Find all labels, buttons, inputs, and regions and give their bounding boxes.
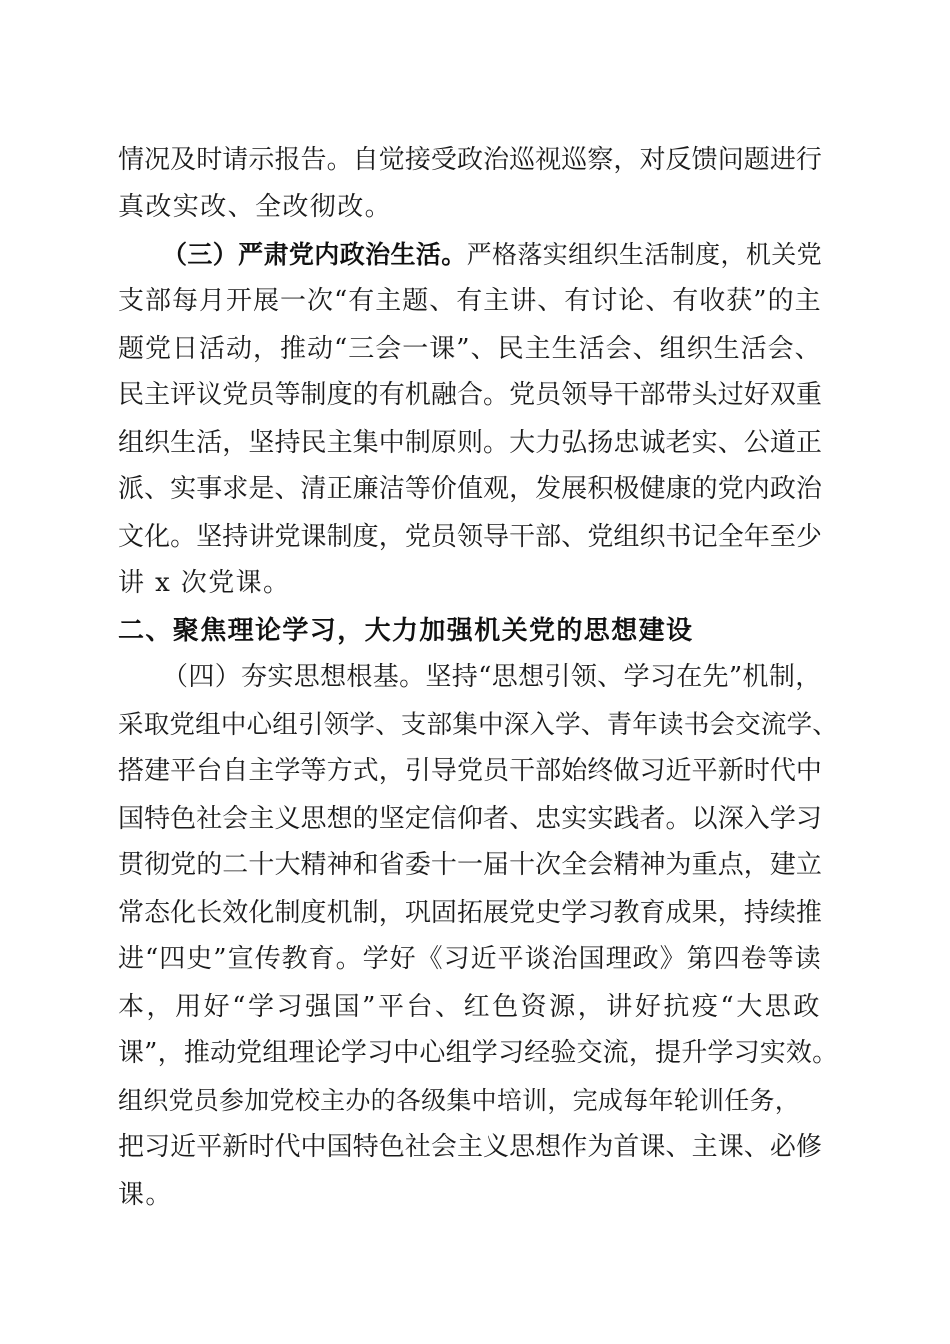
section-2-heading: [118, 616, 693, 646]
line-text: 常态化长效化制度机制，巩固拓展党史学习教育成果，持续推: [118, 898, 823, 928]
line-text: 真改实改、全改彻改。: [118, 192, 393, 222]
subsection-4-first-line: [162, 662, 822, 692]
line-text: 把习近平新时代中国特色社会主义思想作为首课、主课、必修: [118, 1132, 823, 1162]
body-text-line: [118, 380, 822, 410]
line-text: 支部每月开展一次“有主题、有主讲、有讨论、有收获”的主: [118, 286, 822, 316]
line-text: 采取党组中心组引领学、支部集中深入学、青年读书会交流学、: [118, 710, 839, 740]
line-text: 严格落实组织生活制度，机关党: [466, 240, 823, 269]
line-text: 情况及时请示报告。自觉接受政治巡视巡察，对反馈问题进行: [118, 145, 823, 175]
line-text: 国特色社会主义思想的坚定信仰者、忠实实践者。以深入学习: [118, 804, 823, 834]
body-text-line: [118, 474, 822, 504]
line-text: 民主评议党员等制度的有机融合。党员领导干部带头过好双重: [118, 380, 823, 410]
body-text-line: [118, 568, 290, 598]
body-text-line: [118, 944, 822, 974]
line-text: 组织生活，坚持民主集中制原则。大力弘扬忠诚老实、公道正: [118, 428, 823, 458]
line-text: （四）夯实思想根基。坚持“思想引领、学习在先”机制，: [162, 662, 822, 692]
line-text: 课”，推动党组理论学习中心组学习经验交流，提升学习实效。: [118, 1038, 839, 1068]
body-text-line: [118, 804, 822, 834]
body-text-line: [118, 145, 822, 175]
body-text-line: [118, 1132, 822, 1162]
body-text-line: [118, 850, 822, 880]
line-text: 题党日活动，推动“三会一课”、民主生活会、组织生活会、: [118, 334, 822, 364]
line-text: 搭建平台自主学等方式，引导党员干部始终做习近平新时代中: [118, 756, 823, 786]
body-text-line: [118, 1180, 173, 1210]
line-text: 组织党员参加党校主办的各级集中培训，完成每年轮训任务，: [118, 1086, 801, 1115]
subsection-3-title: （三）严肃党内政治生活。: [162, 240, 467, 269]
line-text: 文化。坚持讲党课制度，党员领导干部、党组织书记全年至少: [118, 522, 823, 552]
body-text-line: [118, 522, 822, 552]
body-text-line: [118, 334, 822, 364]
body-text-line: [118, 898, 822, 928]
body-text-line: [118, 992, 822, 1022]
line-text: 派、实事求是、清正廉洁等价值观，发展积极健康的党内政治: [118, 474, 823, 504]
subsection-3-first-line: [162, 240, 822, 270]
body-text-line: [118, 710, 838, 740]
body-text-line: [118, 192, 392, 222]
body-text-line: [118, 1086, 800, 1116]
line-text: 本，用好“学习强国”平台、红色资源，讲好抗疫“大思政: [118, 992, 822, 1022]
line-text: 课。: [118, 1180, 173, 1210]
line-text: 讲 x 次党课。: [118, 568, 291, 598]
body-text-line: [118, 286, 822, 316]
section-heading-text: 二、聚焦理论学习，大力加强机关党的思想建设: [118, 616, 694, 646]
line-text: 进“四史”宣传教育。学好《习近平谈治国理政》第四卷等读: [118, 944, 822, 974]
body-text-line: [118, 756, 822, 786]
body-text-line: [118, 1038, 838, 1068]
body-text-line: [118, 428, 822, 458]
line-text: 贯彻党的二十大精神和省委十一届十次全会精神为重点，建立: [118, 850, 823, 880]
